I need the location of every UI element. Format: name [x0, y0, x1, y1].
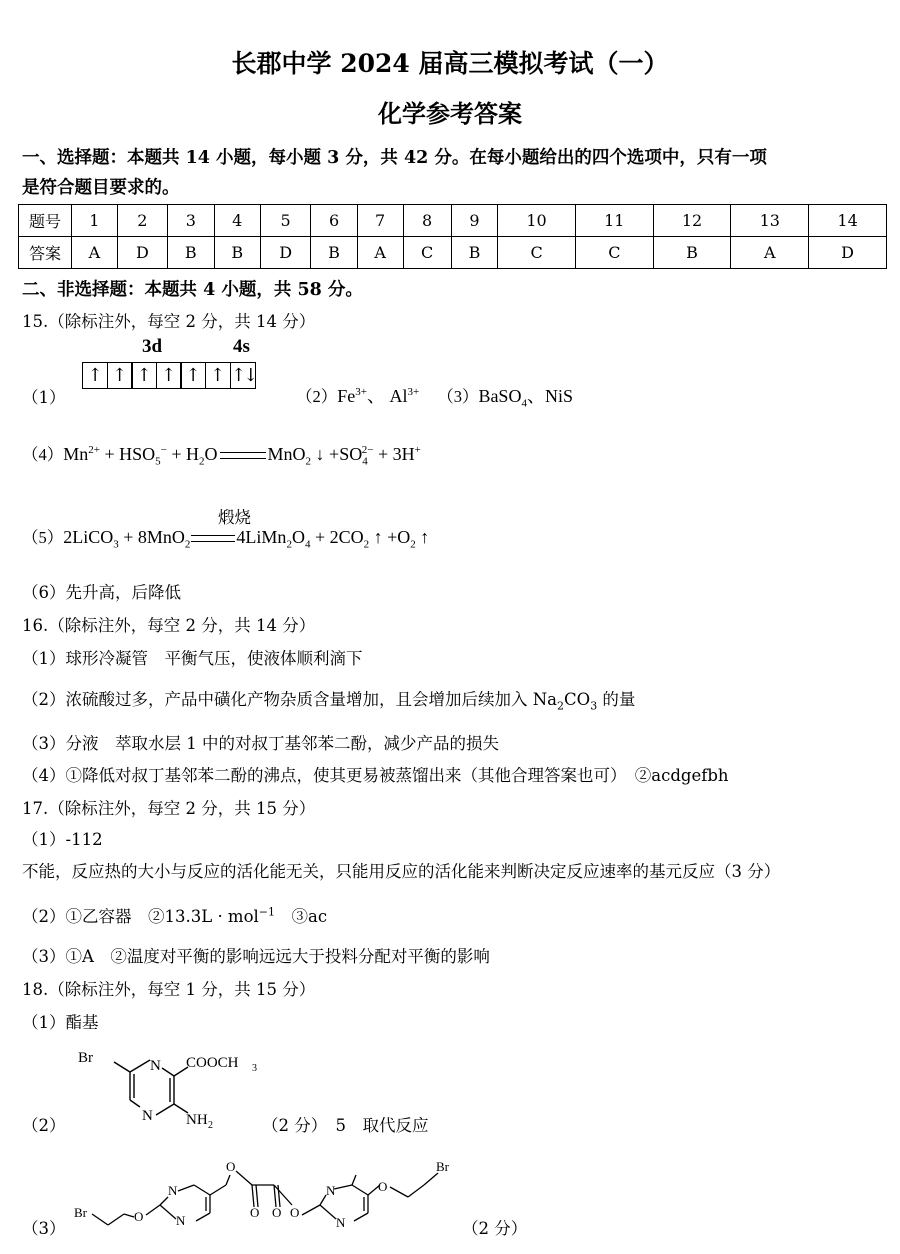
atom-label: COOCH [186, 1055, 239, 1071]
q15-p1-label: （1） [22, 388, 66, 407]
q18-p2-label: （2） [22, 1116, 66, 1135]
q18-p3-tail: （2 分） [462, 1219, 528, 1238]
answer-table [18, 204, 887, 269]
part1-heading-line2: 是符合题目要求的。 [22, 178, 180, 198]
row-label: 答案 [19, 237, 72, 269]
answer-cell: D [809, 237, 887, 269]
structure-bromopyrazine [70, 1040, 270, 1135]
formula: + 2CO [310, 527, 364, 547]
text: ③ac [275, 907, 328, 926]
row-label: 题号 [19, 205, 72, 237]
subscript: 3 [113, 538, 119, 551]
formula: 2LiCO [63, 527, 114, 547]
question-number-cell: 11 [575, 205, 653, 237]
atom-label: O [134, 1209, 144, 1224]
formula: + HSO [99, 444, 156, 464]
superscript: 2− [361, 444, 374, 456]
answer-cell: A [72, 237, 118, 269]
subscript: 5 [155, 455, 161, 468]
answer-cell: A [357, 237, 403, 269]
page-title: 长郡中学 2024 届高三模拟考试（一） [231, 49, 669, 78]
answer-cell: C [403, 237, 451, 269]
q15-p2 [296, 382, 573, 408]
question-number-cell: 13 [731, 205, 809, 237]
orbital-box: ↑ [180, 362, 206, 389]
q15-p2-label: （2） [296, 387, 338, 406]
part2-heading: 二、非选择题：本题共 4 小题，共 58 分。 [22, 280, 363, 300]
subscript: 2 [184, 538, 191, 551]
question-number-cell: 4 [214, 205, 260, 237]
reaction-condition: 煅烧 [218, 508, 251, 527]
formula: ↓ +SO [311, 444, 363, 464]
q17-p3: （3）①A ②温度对平衡的影响远远大于投料分配对平衡的影响 [22, 947, 490, 966]
ion-al: Al [389, 386, 408, 406]
table-row-answers [19, 237, 887, 269]
atom-label: Br [74, 1205, 87, 1220]
formula: Mn [63, 444, 89, 464]
superscript: 2+ [88, 444, 100, 456]
superscript: + [414, 444, 421, 456]
subscript: 2 [557, 699, 565, 713]
atom-label: Br [436, 1159, 449, 1174]
formula: 4LiMn [236, 527, 287, 547]
orbital-box: ↑ [205, 362, 231, 389]
text: CO [564, 690, 591, 709]
question-number-cell: 6 [311, 205, 357, 237]
atom-label: O [378, 1179, 388, 1194]
q17-p1-note: 不能，反应热的大小与反应的活化能无关，只能用反应的活化能来判断决定反应速率的基元反应（3 分） [22, 862, 781, 881]
q17-p1: （1）-112 [22, 830, 103, 849]
q15-header: 15.（除标注外，每空 2 分，共 14 分） [22, 312, 316, 331]
atom-label: O [250, 1205, 260, 1220]
orbital-label-3d: 3d [142, 336, 163, 357]
equals-sign [191, 535, 235, 542]
ion-charge: 3+ [355, 386, 367, 398]
q16-p2 [22, 686, 636, 713]
answer-cell: B [168, 237, 214, 269]
answer-cell: C [575, 237, 653, 269]
q16-p3: （3）分液 萃取水层 1 中的对叔丁基邻苯二酚，减少产品的损失 [22, 734, 499, 753]
subscript: 2 [199, 455, 205, 468]
q15-p5-equation [22, 524, 430, 551]
orbital-box: ↑ [156, 362, 182, 389]
formula: O [204, 444, 218, 464]
atom-label: 3 [252, 1063, 257, 1074]
page-subtitle: 化学参考答案 [378, 99, 522, 128]
equals-sign [220, 452, 266, 459]
text: （2）①乙容器 ②13.3L · mol [22, 907, 259, 926]
question-number-cell: 14 [809, 205, 887, 237]
formula: + 3H [373, 444, 415, 464]
answer-cell: D [117, 237, 167, 269]
q17-header: 17.（除标注外，每空 2 分，共 15 分） [22, 799, 316, 818]
atom-label: O [290, 1205, 300, 1220]
atom-label: N [168, 1183, 178, 1198]
question-number-cell: 8 [403, 205, 451, 237]
atom-label: N [326, 1183, 336, 1198]
subscript: 2 [410, 538, 416, 551]
subscript: 2 [363, 538, 370, 551]
orbital-diagram-3d [82, 362, 231, 389]
superscript: −1 [258, 905, 276, 919]
q16-p4: （4）①降低对叔丁基邻苯二酚的沸点，使其更易被蒸馏出来（其他合理答案也可） ②acdgefbh [22, 766, 729, 785]
answer-cell: B [214, 237, 260, 269]
atom-label: N [336, 1215, 346, 1230]
q15-p6: （6）先升高，后降低 [22, 583, 181, 602]
subscript: 4 [304, 538, 311, 551]
formula: + 8MnO [118, 527, 185, 547]
answer-cell: B [653, 237, 731, 269]
ion-fe: Fe [337, 386, 356, 406]
subscript: 3 [590, 699, 598, 713]
answer-cell: A [731, 237, 809, 269]
formula: O [291, 527, 305, 547]
q15-p5-label: （5） [22, 528, 64, 547]
orbital-label-4s: 4s [233, 336, 250, 357]
text: 的量 [597, 690, 636, 709]
q18-p1: （1）酯基 [22, 1013, 99, 1032]
q18-p3-label: （3） [22, 1219, 66, 1238]
atom-label: 2 [208, 1120, 213, 1131]
formula-nis: 、NiS [526, 386, 573, 406]
question-number-cell: 7 [357, 205, 403, 237]
table-row-numbers [19, 205, 887, 237]
answer-cell: B [451, 237, 497, 269]
orbital-box: ↑ [82, 362, 108, 389]
atom-label: Br [78, 1050, 93, 1066]
atom-label: O [272, 1205, 282, 1220]
subscript: 4 [362, 455, 368, 468]
q17-p2 [22, 903, 327, 927]
ion-charge: 3+ [407, 386, 420, 398]
separator: 、 [366, 386, 385, 406]
atom-label: N [176, 1213, 186, 1228]
orbital-box: ↑ [131, 362, 157, 389]
formula: MnO [267, 444, 306, 464]
answer-cell: C [498, 237, 576, 269]
formula: + H [166, 444, 200, 464]
question-number-cell: 3 [168, 205, 214, 237]
orbital-box: ↑↓ [230, 362, 256, 389]
subscript: 2 [305, 455, 312, 468]
atom-label: O [226, 1159, 236, 1174]
subscript: 2 [286, 538, 292, 551]
part1-heading-line1: 一、选择题：本题共 14 小题，每小题 3 分，共 42 分。在每小题给出的四个选项中，只有一项 [22, 148, 767, 168]
q18-header: 18.（除标注外，每空 1 分，共 15 分） [22, 980, 316, 999]
question-number-cell: 12 [653, 205, 731, 237]
formula-baso4: BaSO [478, 386, 522, 406]
question-number-cell: 1 [72, 205, 118, 237]
q18-p2-tail: （2 分） 5 取代反应 [262, 1116, 429, 1135]
q15-p4-equation [22, 441, 421, 468]
structure-bis-pyrimidine-oxalate [70, 1155, 470, 1245]
orbital-box: ↑ [107, 362, 133, 389]
orbital-diagram-4s [230, 362, 256, 389]
question-number-cell: 2 [117, 205, 167, 237]
q16-header: 16.（除标注外，每空 2 分，共 14 分） [22, 616, 316, 635]
superscript: − [160, 444, 167, 456]
atom-label: N [150, 1058, 161, 1074]
text: （2）浓硫酸过多，产品中磺化产物杂质含量增加，且会增加后续加入 Na [22, 690, 558, 709]
formula: ↑ [415, 527, 430, 547]
q16-p1: （1）球形冷凝管 平衡气压，使液体顺利滴下 [22, 649, 363, 668]
q15-p3-label: （3） [437, 387, 479, 406]
answer-cell: B [311, 237, 357, 269]
q15-p4-label: （4） [22, 445, 64, 464]
formula: ↑ +O [369, 527, 411, 547]
question-number-cell: 9 [451, 205, 497, 237]
question-number-cell: 10 [498, 205, 576, 237]
atom-label: NH [186, 1112, 208, 1128]
question-number-cell: 5 [260, 205, 310, 237]
subscript: 4 [521, 397, 527, 410]
answer-cell: D [260, 237, 310, 269]
atom-label: N [142, 1108, 153, 1124]
